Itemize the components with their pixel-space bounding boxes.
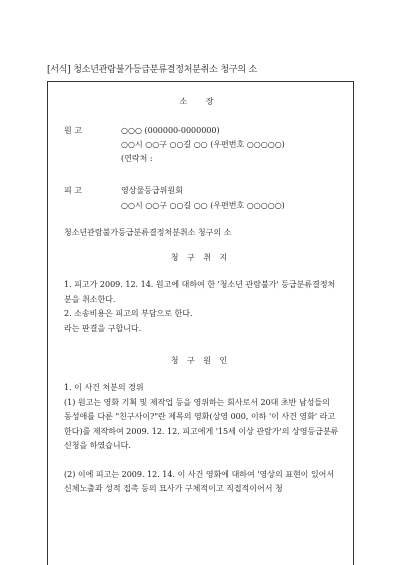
plaintiff-contact: (연락처 : [121,154,153,163]
cause-section [64,381,340,497]
cause-paragraph: (2) 이에 피고는 2009. 12. 14. 이 사건 영화에 대하여 '영상의 표현이 있어서 신체노출과 성적 접촉 등의 묘사가 구체적이고 직접적이어서 청 [64,469,335,493]
defendant-name: 영상물등급위원회 [121,186,183,195]
plaintiff-name: ○○○ (000000-0000000) [121,126,220,135]
purpose-line: 1. 피고가 2009. 12. 14. 원고에 대하여 한 '청소년 관람불가' 등급분류결정처분을 취소한다. [64,280,336,304]
defendant-label: 피 고 [64,186,82,195]
purpose-section [64,278,340,336]
plaintiff-label: 원 고 [64,126,82,135]
form-caption: [서식] 청소년관람불가등급분류결정처분취소 청구의 소 [47,65,257,75]
purpose-heading: 청 구 취 지 [170,253,231,262]
purpose-line: 라는 판결을 구합니다. [64,323,142,333]
plaintiff-address: ○○시 ○○구 ○○길 ○○ (우편번호 ○○○○○) [121,140,285,149]
purpose-line: 2. 소송비용은 피고의 부담으로 한다. [64,309,193,318]
case-name: 청소년관람불가등급분류결정처분취소 청구의 소 [64,228,232,237]
cause-paragraph: (1) 원고는 영화 기획 및 제작업 등을 영위하는 회사로서 20대 초반 남성들의 동성애를 다룬 "친구사이?"란 제목의 영화(상영 000, 이하 '이 사건 영화' 라고 한다)를 제작하여 2009. 12. 12. 피고에게 '15세 이상 관람가'의 상영등급분류 신청을 하였습니다. [64,397,339,450]
cause-section-title: 1. 이 사건 처분의 경위 [64,383,144,392]
document-frame [47,81,354,565]
defendant-address: ○○시 ○○구 ○○길 ○○ (우편번호 ○○○○○) [121,201,285,210]
cause-heading: 청 구 원 인 [170,356,231,365]
document-title: 소 장 [179,97,222,106]
